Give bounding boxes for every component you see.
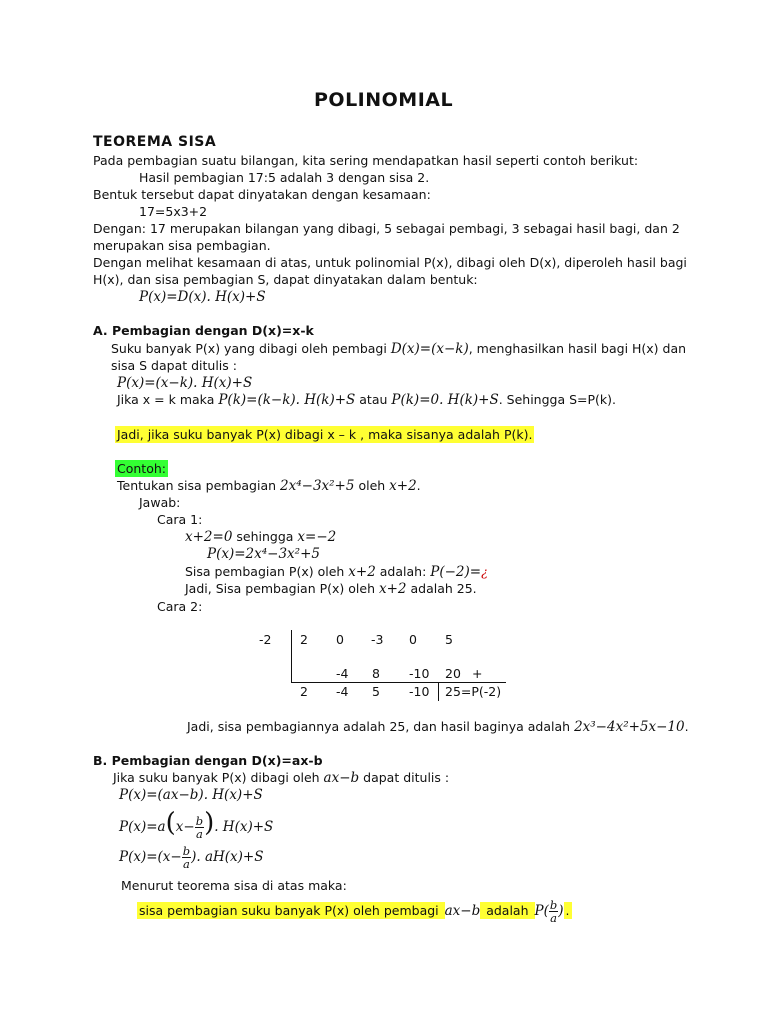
formula: P(x)=(ax−b). H(x)+S: [119, 787, 263, 803]
formula: x+2=0: [185, 529, 233, 545]
text: sehingga: [232, 529, 298, 544]
text: Suku banyak P(x) yang dibagi oleh pembagi: [111, 341, 391, 356]
horner-plus: +: [472, 666, 483, 681]
page-title: POLINOMIAL: [314, 89, 454, 111]
horner-row1-cell: 0: [336, 632, 344, 647]
text-line: Hasil pembagian 17:5 adalah 3 dengan sisa 2.: [139, 170, 430, 185]
text-line: [185, 564, 488, 580]
text: , menghasilkan hasil bagi H(x) dan: [468, 341, 687, 356]
formula: ). aH(x)+S: [191, 849, 264, 865]
section-heading-b: B. Pembagian dengan D(x)=ax-b: [93, 753, 323, 768]
conclusion-highlight-b: [137, 896, 572, 926]
text-line: [185, 529, 336, 545]
text-line: Menurut teorema sisa di atas maka:: [121, 878, 347, 893]
horner-row2-cell: -10: [409, 666, 430, 681]
horner-row1-cell: 0: [409, 632, 417, 647]
formula: P(x)=(x−k). H(x)+S: [117, 375, 253, 391]
formula: ax−b: [323, 770, 360, 786]
fraction-denominator: a: [195, 827, 203, 841]
text: oleh: [354, 478, 390, 493]
text: Jadi, Sisa pembagian P(x) oleh: [185, 581, 379, 596]
fraction-denominator: a: [550, 911, 557, 925]
conclusion-text: sisa pembagian suku banyak P(x) oleh pembagi: [139, 903, 443, 918]
paren: ): [204, 808, 215, 838]
horner-row1-cell: 2: [300, 632, 308, 647]
contoh-label: Contoh:: [117, 461, 166, 476]
formula: P(x)=a: [119, 819, 166, 835]
formula-line: [119, 806, 273, 844]
paren: (: [165, 808, 176, 838]
question-line: [117, 478, 421, 494]
example-label: [115, 461, 168, 477]
text: .: [416, 478, 421, 493]
horner-row2-cell: 20: [445, 666, 461, 681]
horner-row3-cell: -10: [409, 684, 430, 699]
formula: P(−2)=: [430, 564, 482, 580]
formula: 2x³−4x²+5x−10: [574, 719, 685, 735]
horner-result-box-line: [438, 683, 439, 701]
fraction-b-over-a: [182, 845, 191, 870]
text-line: 17=5x3+2: [139, 204, 208, 219]
formula: 2x⁴−3x²+5: [280, 478, 355, 494]
text: Jika suku banyak P(x) dibagi oleh: [113, 770, 324, 785]
fraction-numerator: b: [549, 898, 558, 912]
horner-row2-cell: -4: [336, 666, 349, 681]
formula: P(x)=(x−: [119, 849, 182, 865]
horner-row1-cell: -3: [371, 632, 384, 647]
formula: P(k)=0. H(k)+S: [391, 392, 499, 408]
formula: x=−2: [297, 529, 337, 545]
text: dapat ditulis :: [359, 770, 450, 785]
formula-line: [119, 840, 264, 874]
text: .: [684, 719, 689, 734]
conclusion-text: adalah: [482, 903, 533, 918]
text-line: [117, 392, 616, 408]
horner-row3-cell: 5: [372, 684, 380, 699]
formula: ax−b: [444, 903, 481, 919]
text-line: Pada pembagian suatu bilangan, kita sering mendapatkan hasil seperti contoh berikut:: [93, 153, 639, 168]
formula: x−: [175, 819, 195, 835]
formula: . H(x)+S: [214, 819, 274, 835]
text-line: [187, 719, 689, 735]
text: . Sehingga S=P(k).: [498, 392, 617, 407]
cara1-label: Cara 1:: [157, 512, 203, 527]
horner-divisor: -2: [259, 632, 272, 647]
text-line: Dengan: 17 merupakan bilangan yang dibagi, 5 sebagai pembagi, 3 sebagai hasil bagi, dan 2: [93, 221, 680, 236]
horner-horizontal-line: [291, 682, 506, 683]
text-line: sisa S dapat ditulis :: [111, 358, 237, 373]
horner-vertical-line: [291, 630, 292, 682]
text-line: [185, 581, 477, 597]
text-line: [113, 770, 449, 786]
horner-result: 25=P(-2): [445, 684, 502, 699]
text: Jika x = k maka: [117, 392, 219, 407]
formula: x+2: [378, 581, 407, 597]
text: adalah:: [375, 564, 431, 579]
section-heading-teorema: TEOREMA SISA: [93, 134, 217, 150]
text-line: [111, 341, 686, 357]
conclusion-text: Jadi, jika suku banyak P(x) dibagi x – k , maka sisanya adalah P(k).: [117, 427, 533, 442]
jawab-label: Jawab:: [139, 495, 181, 510]
fraction-b-over-a: [195, 815, 204, 840]
text: Jadi, sisa pembagiannya adalah 25, dan hasil baginya adalah: [187, 719, 575, 734]
formula-red: ¿: [481, 564, 488, 579]
horner-row2-cell: 8: [372, 666, 380, 681]
horner-row1-cell: 5: [445, 632, 453, 647]
fraction-denominator: a: [182, 857, 190, 871]
text: Tentukan sisa pembagian: [117, 478, 281, 493]
formula: x+2: [348, 564, 376, 580]
fraction-b-over-a: [549, 899, 558, 924]
text: atau: [355, 392, 392, 407]
formula: D(x)=(x−k): [390, 341, 469, 357]
horner-row3-cell: -4: [336, 684, 349, 699]
text-line: merupakan sisa pembagian.: [93, 238, 271, 253]
horner-row3-cell: 2: [300, 684, 308, 699]
section-heading-a: A. Pembagian dengan D(x)=x-k: [93, 323, 314, 338]
conclusion-highlight: [115, 427, 534, 443]
text-line: H(x), dan sisa pembagian S, dapat dinyatakan dalam bentuk:: [93, 272, 478, 287]
text: Sisa pembagian P(x) oleh: [185, 564, 349, 579]
formula: x+2: [389, 478, 417, 494]
conclusion-end: .: [565, 903, 570, 918]
text-line: Dengan melihat kesamaan di atas, untuk polinomial P(x), dibagi oleh D(x), diperoleh hasil bagi: [93, 255, 687, 270]
cara2-label: Cara 2:: [157, 599, 203, 614]
fraction-numerator: b: [195, 814, 204, 828]
formula: P(: [534, 903, 549, 919]
fraction-numerator: b: [182, 844, 191, 858]
text: adalah 25.: [406, 581, 477, 596]
formula: ): [558, 903, 564, 919]
text-line: Bentuk tersebut dapat dinyatakan dengan kesamaan:: [93, 187, 431, 202]
formula: P(x)=D(x). H(x)+S: [139, 289, 266, 305]
formula: P(x)=2x⁴−3x²+5: [207, 546, 320, 562]
formula: P(k)=(k−k). H(k)+S: [218, 392, 356, 408]
